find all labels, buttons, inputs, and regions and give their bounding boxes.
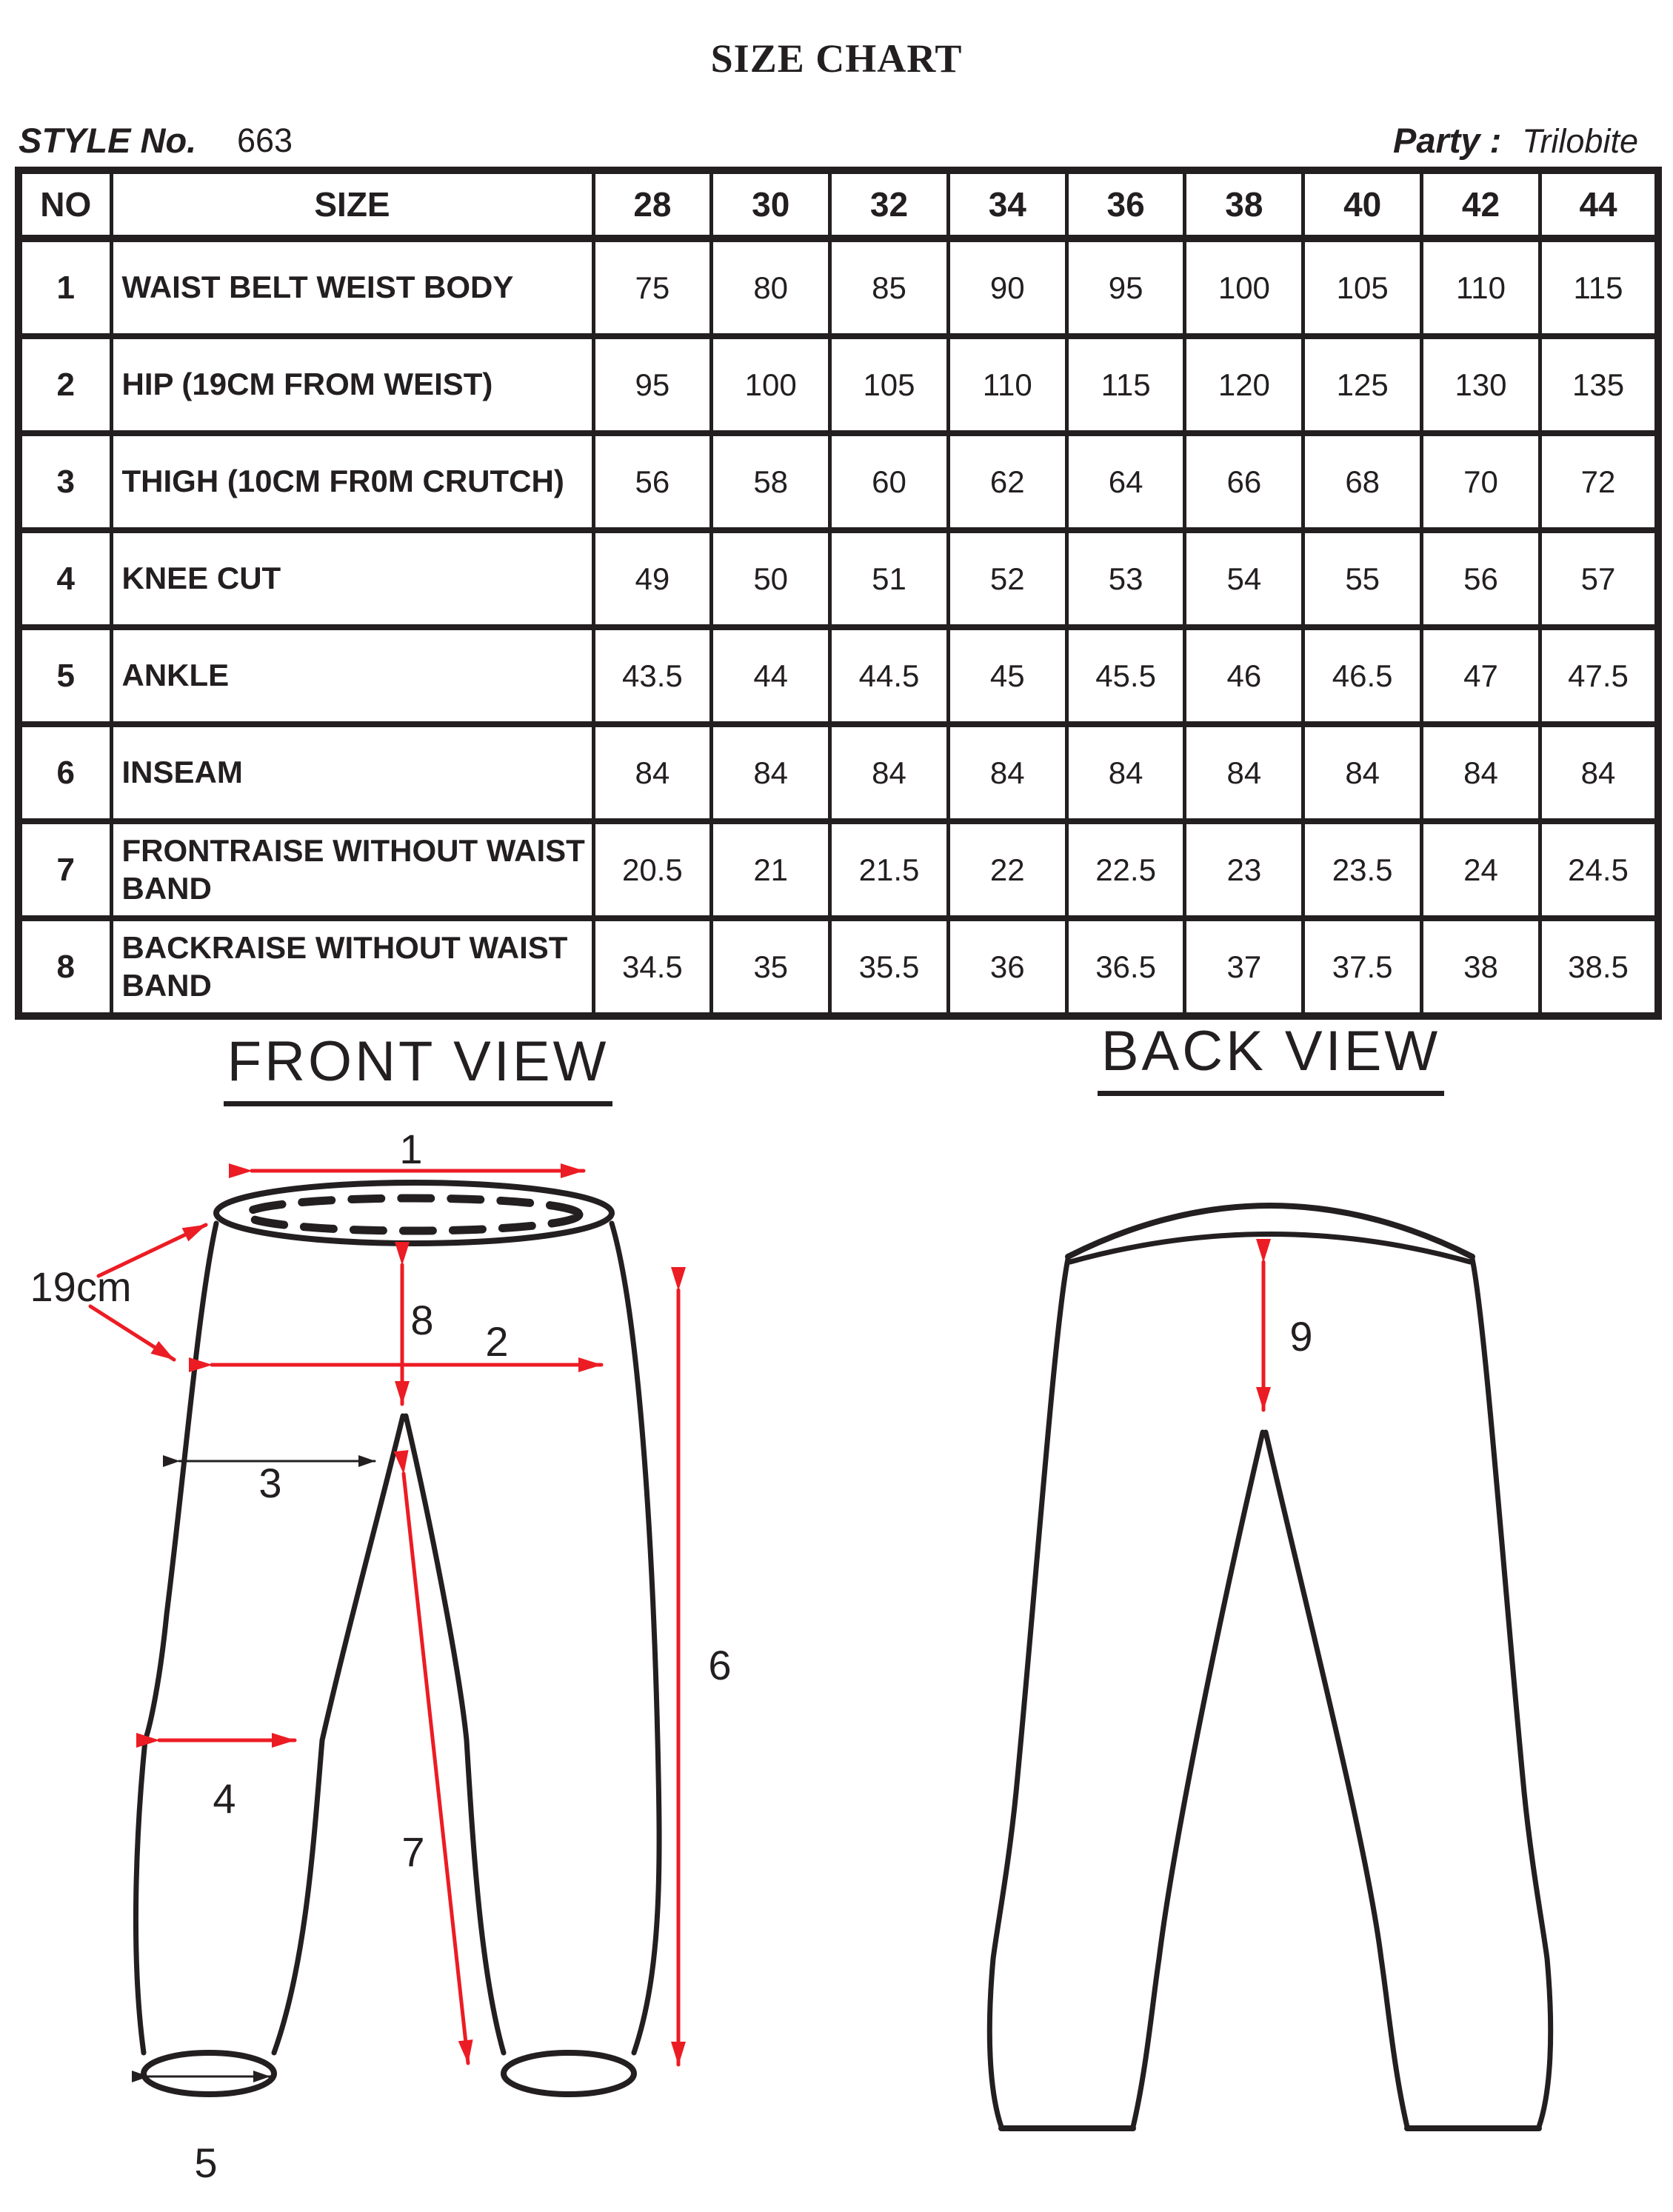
page-title: SIZE CHART (710, 36, 963, 81)
front-waist-offset-arrow-lower (90, 1306, 174, 1360)
row-label: KNEE CUT (111, 530, 593, 627)
party-value: Trilobite (1522, 122, 1638, 160)
size-table (15, 167, 1662, 1020)
front-waistband-elastic-dashed (246, 1198, 579, 1231)
value-cell: 56 (1422, 530, 1540, 627)
front-dim6-label: 6 (708, 1642, 732, 1688)
value-cell: 20.5 (593, 821, 712, 918)
garment-drawings (0, 950, 1673, 2212)
party-group (1393, 120, 1638, 161)
value-cell: 21.5 (830, 821, 949, 918)
value-cell: 60 (830, 433, 949, 530)
value-cell: 37 (1185, 918, 1303, 1016)
value-cell: 110 (948, 336, 1066, 433)
value-cell: 84 (948, 724, 1066, 821)
table-row (19, 238, 1658, 336)
value-cell: 56 (593, 433, 712, 530)
value-cell: 24.5 (1540, 821, 1658, 918)
value-cell: 85 (830, 238, 949, 336)
value-cell: 95 (1066, 238, 1185, 336)
value-cell: 110 (1422, 238, 1540, 336)
value-cell: 84 (1066, 724, 1185, 821)
row-no: 2 (19, 336, 111, 433)
row-no: 5 (19, 627, 111, 724)
value-cell: 23 (1185, 821, 1303, 918)
front-left-outseam (136, 1223, 216, 2053)
value-cell: 115 (1066, 336, 1185, 433)
style-no-value: 663 (237, 121, 293, 159)
value-cell: 90 (948, 238, 1066, 336)
value-cell: 66 (1185, 433, 1303, 530)
value-cell: 100 (712, 336, 830, 433)
value-cell: 84 (1303, 724, 1422, 821)
front-waist-offset-label: 19cm (30, 1263, 132, 1310)
value-cell: 105 (830, 336, 949, 433)
value-cell: 46 (1185, 627, 1303, 724)
front-dim3-label: 3 (258, 1460, 282, 1506)
table-row (19, 724, 1658, 821)
value-cell: 49 (593, 530, 712, 627)
column-header-34: 34 (948, 170, 1066, 238)
back-view-title: BACK VIEW (1098, 1019, 1444, 1096)
table-header-row (19, 170, 1658, 238)
value-cell: 84 (830, 724, 949, 821)
value-cell: 38 (1422, 918, 1540, 1016)
meta-line (19, 120, 1638, 164)
value-cell: 45 (948, 627, 1066, 724)
column-header-36: 36 (1066, 170, 1185, 238)
row-label: INSEAM (111, 724, 593, 821)
back-view-drawing (989, 1206, 1550, 2128)
back-left-inseam (1133, 1432, 1263, 2127)
value-cell: 84 (1185, 724, 1303, 821)
row-label: ANKLE (111, 627, 593, 724)
value-cell: 35.5 (830, 918, 949, 1016)
value-cell: 34.5 (593, 918, 712, 1016)
value-cell: 45.5 (1066, 627, 1185, 724)
row-no: 8 (19, 918, 111, 1016)
row-label: THIGH (10CM FR0M CRUTCH) (111, 433, 593, 530)
value-cell: 21 (712, 821, 830, 918)
value-cell: 36.5 (1066, 918, 1185, 1016)
value-cell: 100 (1185, 238, 1303, 336)
front-right-cuff (504, 2053, 634, 2094)
value-cell: 53 (1066, 530, 1185, 627)
value-cell: 47.5 (1540, 627, 1658, 724)
value-cell: 84 (1422, 724, 1540, 821)
front-left-cuff (144, 2053, 274, 2094)
row-label: BACKRAISE WITHOUT WAIST BAND (111, 918, 593, 1016)
value-cell: 47 (1422, 627, 1540, 724)
value-cell: 51 (830, 530, 949, 627)
value-cell: 44.5 (830, 627, 949, 724)
value-cell: 135 (1540, 336, 1658, 433)
value-cell: 84 (1540, 724, 1658, 821)
front-left-inseam (274, 1416, 403, 2053)
row-no: 3 (19, 433, 111, 530)
value-cell: 115 (1540, 238, 1658, 336)
table-row (19, 530, 1658, 627)
row-no: 6 (19, 724, 111, 821)
value-cell: 125 (1303, 336, 1422, 433)
value-cell: 46.5 (1303, 627, 1422, 724)
value-cell: 68 (1303, 433, 1422, 530)
front-view-title: FRONT VIEW (224, 1029, 612, 1106)
value-cell: 75 (593, 238, 712, 336)
table-row (19, 336, 1658, 433)
value-cell: 35 (712, 918, 830, 1016)
front-dim7-label: 7 (401, 1828, 425, 1875)
front-right-outseam (612, 1223, 659, 2053)
value-cell: 72 (1540, 433, 1658, 530)
column-header-32: 32 (830, 170, 949, 238)
table-row (19, 433, 1658, 530)
value-cell: 55 (1303, 530, 1422, 627)
back-dim9-label: 9 (1289, 1313, 1313, 1360)
back-right-outseam (1472, 1259, 1551, 2127)
value-cell: 120 (1185, 336, 1303, 433)
front-dim4-label: 4 (213, 1775, 236, 1822)
value-cell: 130 (1422, 336, 1540, 433)
value-cell: 24 (1422, 821, 1540, 918)
row-label: HIP (19CM FROM WEIST) (111, 336, 593, 433)
value-cell: 23.5 (1303, 821, 1422, 918)
value-cell: 44 (712, 627, 830, 724)
row-label: WAIST BELT WEIST BODY (111, 238, 593, 336)
value-cell: 80 (712, 238, 830, 336)
column-header-30: 30 (712, 170, 830, 238)
column-header-size: SIZE (111, 170, 593, 238)
value-cell: 54 (1185, 530, 1303, 627)
row-no: 7 (19, 821, 111, 918)
column-header-28: 28 (593, 170, 712, 238)
value-cell: 84 (712, 724, 830, 821)
back-waistband-seam (1070, 1234, 1470, 1263)
value-cell: 64 (1066, 433, 1185, 530)
party-label: Party : (1393, 121, 1502, 160)
value-cell: 50 (712, 530, 830, 627)
table-row (19, 627, 1658, 724)
value-cell: 36 (948, 918, 1066, 1016)
front-dim5-label: 5 (194, 2139, 218, 2186)
value-cell: 84 (593, 724, 712, 821)
value-cell: 22 (948, 821, 1066, 918)
column-header-42: 42 (1422, 170, 1540, 238)
value-cell: 70 (1422, 433, 1540, 530)
front-waist-offset-arrow-upper (98, 1225, 206, 1276)
value-cell: 95 (593, 336, 712, 433)
row-label: FRONTRAISE WITHOUT WAIST BAND (111, 821, 593, 918)
value-cell: 43.5 (593, 627, 712, 724)
front-view-drawing (30, 1126, 732, 2186)
table-row (19, 821, 1658, 918)
front-dim1-label: 1 (399, 1126, 423, 1172)
value-cell: 37.5 (1303, 918, 1422, 1016)
front-dim2-label: 2 (485, 1318, 509, 1365)
front-dim8-label: 8 (410, 1297, 434, 1343)
column-header-no: NO (19, 170, 111, 238)
column-header-40: 40 (1303, 170, 1422, 238)
value-cell: 62 (948, 433, 1066, 530)
row-no: 4 (19, 530, 111, 627)
value-cell: 105 (1303, 238, 1422, 336)
back-left-outseam (989, 1259, 1068, 2127)
column-header-44: 44 (1540, 170, 1658, 238)
value-cell: 52 (948, 530, 1066, 627)
style-no-label: STYLE No. (19, 121, 197, 160)
value-cell: 58 (712, 433, 830, 530)
row-no: 1 (19, 238, 111, 336)
column-header-38: 38 (1185, 170, 1303, 238)
back-right-inseam (1266, 1432, 1407, 2127)
value-cell: 22.5 (1066, 821, 1185, 918)
value-cell: 57 (1540, 530, 1658, 627)
value-cell: 38.5 (1540, 918, 1658, 1016)
